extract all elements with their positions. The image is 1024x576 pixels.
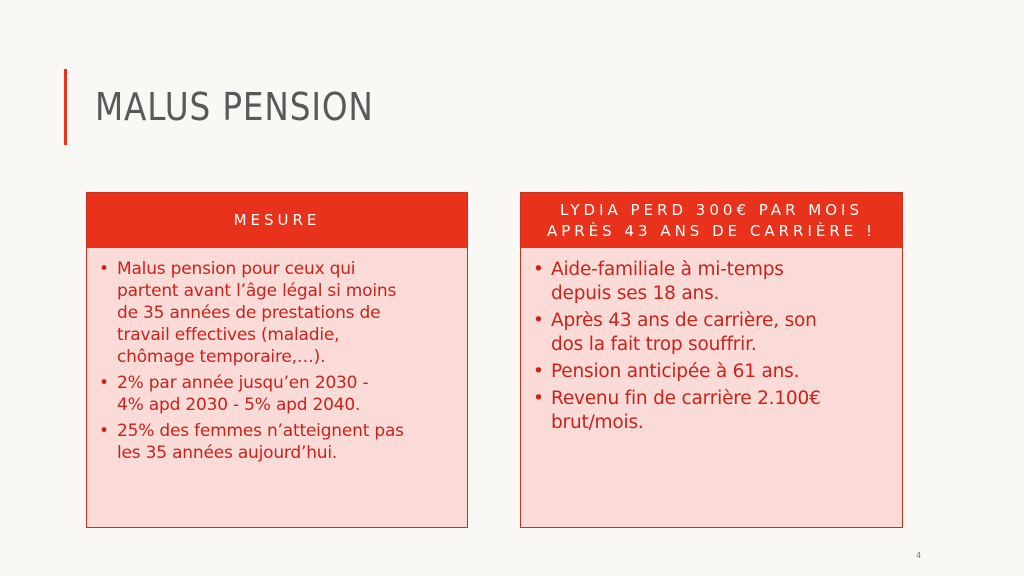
measure-bullet-list [97, 258, 453, 464]
bullet-line: 25% des femmes n’atteignent pas [117, 421, 404, 441]
bullet-line: partent avant l’âge légal si moins [117, 281, 397, 301]
bullet-line: Après 43 ans de carrière, son [551, 310, 817, 331]
bullet-line: 4% apd 2030 - 5% apd 2040. [117, 395, 361, 415]
bullet-line: de 35 années de prestations de [117, 303, 381, 323]
bullet-line: Aide-familiale à mi-temps [551, 259, 784, 280]
page-number: 4 [916, 551, 922, 560]
bullet-line: les 35 années aujourd’hui. [117, 443, 338, 463]
bullet-line: dos la fait trop souffrir. [551, 334, 757, 355]
bullet-line: 2% par année jusqu’en 2030 - [117, 373, 369, 393]
measure-card [86, 192, 468, 528]
bullet-dot-icon: • [533, 361, 544, 382]
title-accent-bar [64, 69, 67, 145]
lydia-card [520, 192, 903, 528]
bullet-line: travail effectives (maladie, [117, 325, 340, 345]
bullet-item [97, 258, 453, 368]
bullet-dot-icon: • [99, 373, 109, 393]
lydia-card-header-text [547, 200, 876, 242]
bullet-item [531, 258, 888, 306]
bullet-dot-icon: • [533, 310, 544, 331]
bullet-item [531, 387, 888, 435]
bullet-line: depuis ses 18 ans. [551, 283, 720, 304]
bullet-dot-icon: • [99, 259, 109, 279]
lydia-header-line: APRÈS 43 ANS DE CARRIÈRE ! [546, 221, 877, 240]
bullet-dot-icon: • [533, 259, 544, 280]
bullet-item [531, 309, 888, 357]
lydia-card-body [521, 248, 902, 435]
measure-card-header-text: MESURE [233, 211, 321, 229]
measure-card-header [87, 193, 467, 248]
bullet-dot-icon: • [533, 388, 544, 409]
lydia-bullet-list [531, 258, 888, 435]
lydia-card-header [521, 193, 902, 248]
bullet-item [97, 372, 453, 416]
bullet-line: Revenu fin de carrière 2.100€ [551, 388, 821, 409]
bullet-line: Malus pension pour ceux qui [117, 259, 356, 279]
measure-card-body [87, 248, 467, 464]
bullet-line: brut/mois. [551, 412, 644, 433]
bullet-line: Pension anticipée à 61 ans. [551, 361, 800, 382]
bullet-dot-icon: • [99, 421, 109, 441]
bullet-item [531, 360, 888, 384]
bullet-item [97, 420, 453, 464]
bullet-line: chômage temporaire,…). [117, 347, 326, 367]
slide-title: MALUS PENSION [95, 85, 374, 129]
lydia-header-line: LYDIA PERD 300€ PAR MOIS [560, 200, 863, 219]
